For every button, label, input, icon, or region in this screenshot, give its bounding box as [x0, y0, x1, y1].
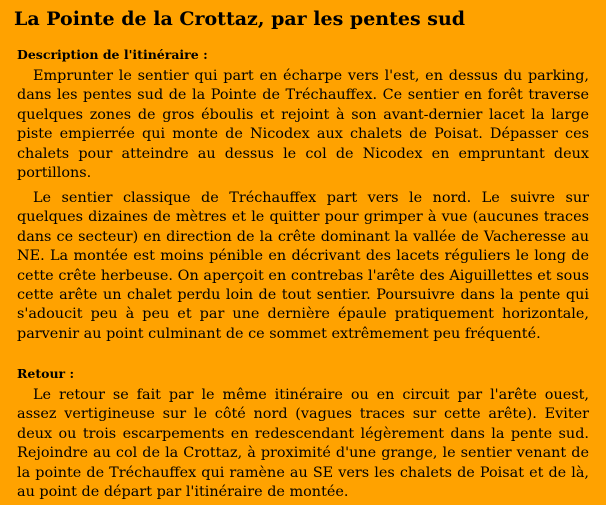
retour-heading: Retour :: [17, 366, 75, 381]
page-title: La Pointe de la Crottaz, par les pentes sud: [14, 8, 466, 30]
retour-paragraph: Le retour se fait par le même itinéraire ou en circuit par l'arête ouest, assez vertigineuse sur le côté nord (vagues traces sur cette arête). Eviter deux ou trois escarpements en redescendant légèrement dans la pente sud. Rejoindre au col de la Crottaz, à proximité d'une grange, le sentier venant de la pointe de Tréchauffex qui ramène au SE vers les chalets de Poisat et de là, au point de départ par l'itinéraire de montée.: [17, 387, 589, 501]
description-paragraph-1: Emprunter le sentier qui part en écharpe vers l'est, en dessus du parking, dans les pentes sud de la Pointe de Tréchauffex. Ce sentier en forêt traverse quelques zones de gros éboulis et rejoint à son avant-dernier lacet la large piste empierrée qui monte de Nicodex aux chalets de Poisat. Dépasser ces chalets pour atteindre au dessus le col de Nicodex en empruntant deux portillons.: [17, 68, 589, 182]
description-heading: Description de l'itinéraire :: [17, 47, 208, 62]
description-paragraph-2: Le sentier classique de Tréchauffex part vers le nord. Le suivre sur quelques dizaines de mètres et le quitter pour grimper à vue (aucunes traces dans ce secteur) en direction de la crête dominant la vallée de Vacheresse au NE. La montée est moins pénible en décrivant des lacets réguliers le long de cette crête herbeuse. On aperçoit en contrebas l'arête des Aiguillettes et sous cette arête un chalet perdu loin de tout sentier. Poursuivre dans la pente qui s'adoucit peu à peu et par une dernière épaule pratiquement horizontale, parvenir au point culminant de ce sommet extrêmement peu fréquenté.: [17, 190, 589, 342]
